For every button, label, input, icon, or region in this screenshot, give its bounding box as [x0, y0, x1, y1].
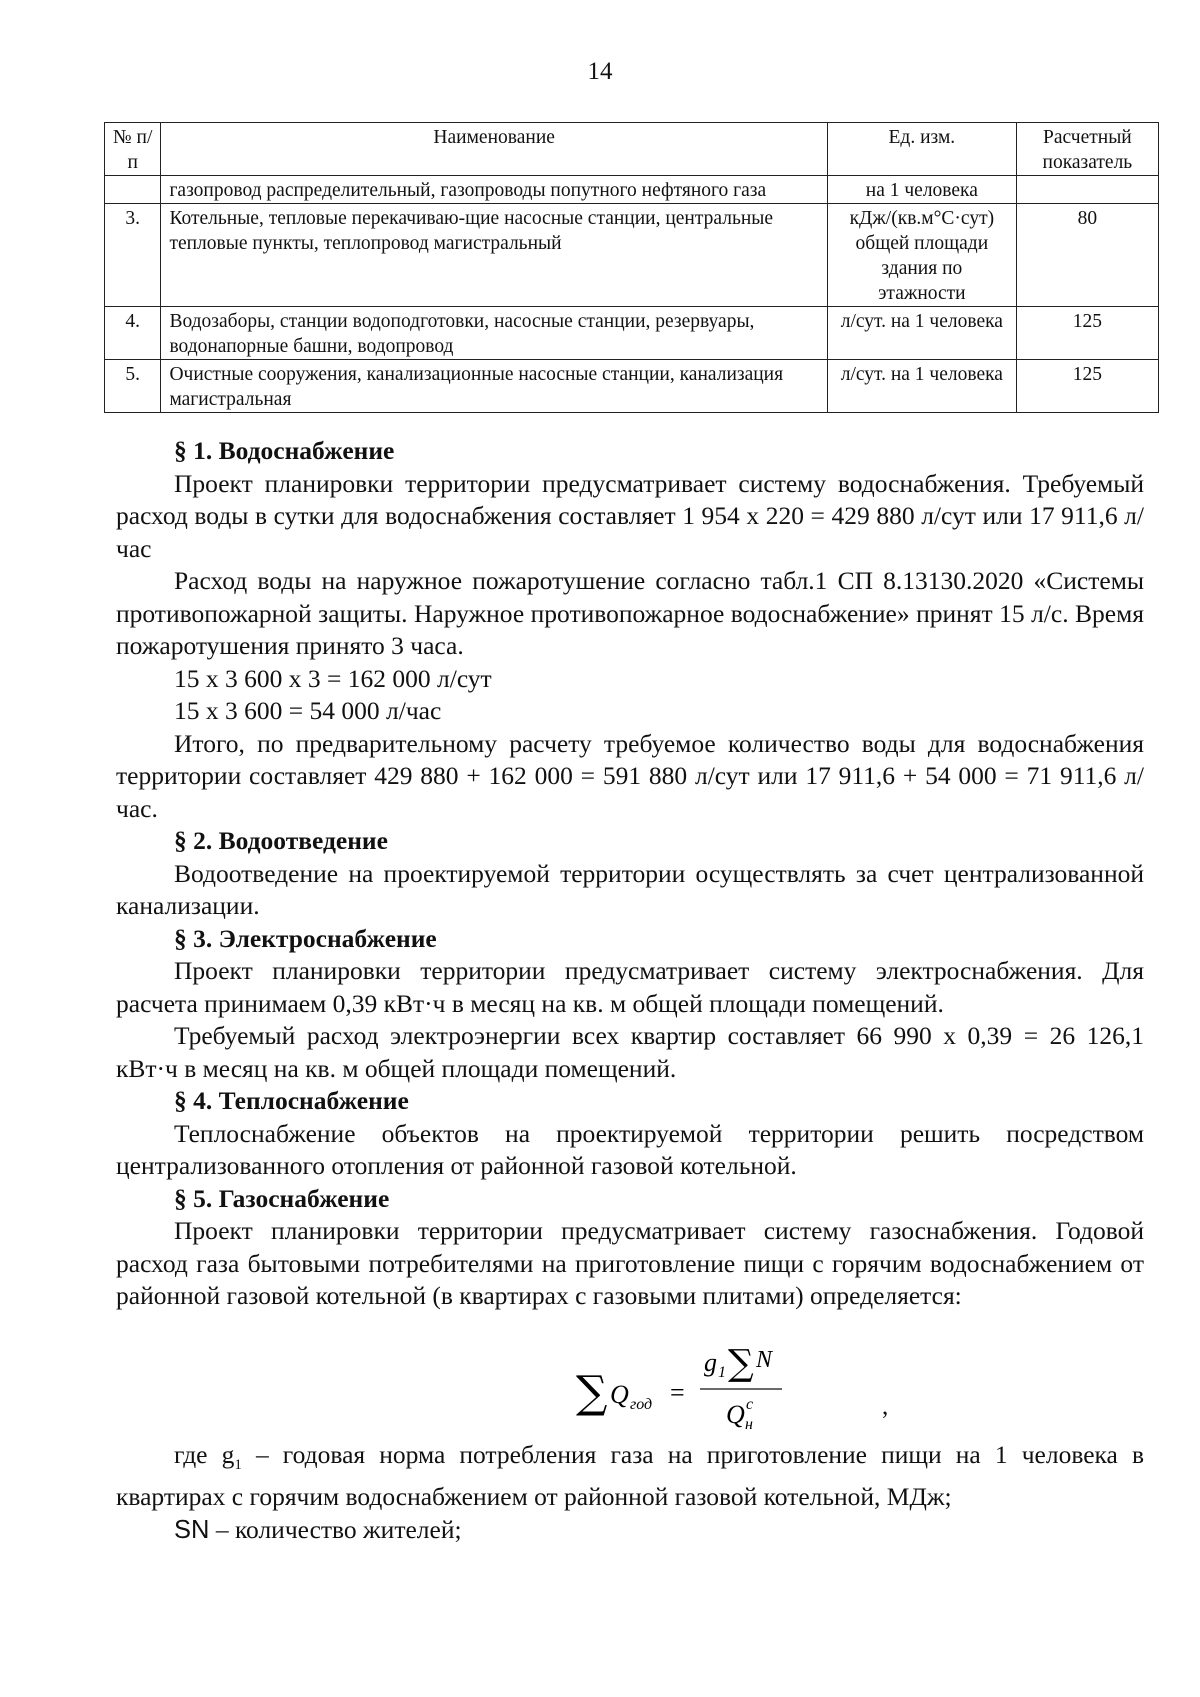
cell-unit: л/сут. на 1 человека [827, 360, 1016, 413]
gas-formula [116, 1341, 1144, 1431]
cell-value: 80 [1016, 204, 1158, 307]
cell-value: 125 [1016, 307, 1158, 360]
section-title-gas-supply: § 5. Газоснабжение [174, 1183, 390, 1213]
paragraph: Требуемый расход электроэнергии всех квартир составляет 66 990 х 0,39 = 26 126,1 кВт·ч в месяц на кв. м общей площади помещений. [116, 1021, 1144, 1083]
formula-den-var: Q [726, 1399, 745, 1429]
formula-den-sub: н [745, 1415, 753, 1431]
paragraph: Проект планировки территории предусматривает систему электроснабжения. Для расчета принимаем 0,39 кВт·ч в месяц на кв. м общей площади помещений. [116, 956, 1144, 1018]
paragraph: Проект планировки территории предусматривает систему газоснабжения. Годовой расход газа бытовыми потребителями на приготовление пищи с горячим водоснабжением от районной газовой котельной (в квартирах с газовыми плитами) определяется: [116, 1216, 1144, 1310]
calc-line: 15 х 3 600 х 3 = 162 000 л/сут [174, 663, 492, 693]
paragraph: Теплоснабжение объектов на проектируемой территории решить посредством централизованного отопления от районной газовой котельной. [116, 1118, 1144, 1180]
cell-name: Котельные, тепловые перекачиваю-щие насосные станции, центральные тепловые пункты, теплопровод магистральный [161, 204, 827, 307]
cell-value [1016, 176, 1158, 204]
calc-line: 15 х 3 600 = 54 000 л/час [174, 696, 442, 725]
sn-text: – количество жителей; [209, 1514, 462, 1544]
formula-num-var: N [756, 1346, 773, 1373]
cell-unit: л/сут. на 1 человека [827, 307, 1016, 360]
paragraph: Итого, по предварительному расчету требуемое количество воды для водоснабжения территории составляет 429 880 + 162 000 = 591 880 л/сут или 17 911,6 + 54 000 = 71 911,6 л/час. [116, 728, 1144, 823]
g1-text: – годовая норма потребления газа на приготовление пищи на 1 человека в квартирах с горячим водоснабжением от районной газовой котельной, МДж; [116, 1439, 1144, 1512]
sn-prefix: SN [174, 1515, 210, 1544]
header-no: № п/п [105, 123, 161, 176]
section-title-power-supply: § 3. Электроснабжение [174, 923, 437, 953]
cell-no: 3. [105, 204, 161, 307]
header-unit: Ед. изм. [827, 123, 1016, 176]
paragraph: Проект планировки территории предусматривает систему водоснабжения. Требуемый расход воды в сутки для водоснабжения составляет 1 954 х 220 = 429 880 л/сут или 17 911,6 л/час [116, 468, 1144, 563]
cell-no: 4. [105, 307, 161, 360]
paragraph: Водоотведение на проектируемой территории осуществлять за счет централизованной канализации. [116, 858, 1144, 920]
formula-den-sup: c [746, 1395, 754, 1413]
table-row [105, 204, 1159, 307]
formula-num-g-sub: 1 [718, 1363, 726, 1381]
section-title-water-supply: § 1. Водоснабжение [174, 436, 395, 465]
paragraph: Расход воды на наружное пожаротушение согласно табл.1 СП 8.13130.2020 «Системы противопожарной защиты. Наружное противопожарное водоснабжение» принят 15 л/с. Время пожаротушения принято 3 часа. [116, 566, 1144, 660]
norms-table [104, 122, 1159, 413]
cell-no [105, 176, 161, 204]
formula-lhs-var: Q [610, 1379, 629, 1409]
document-body [116, 435, 1144, 1546]
table-header-row [105, 123, 1159, 176]
cell-name: Очистные сооружения, канализационные насосные станции, канализация магистральная [161, 360, 827, 413]
cell-name: Водозаборы, станции водоподготовки, насосные станции, резервуары, водонапорные башни, водопровод [161, 307, 827, 360]
formula-num-g: g [704, 1347, 717, 1377]
cell-unit: на 1 человека [827, 176, 1016, 204]
cell-unit: кДж/(кв.м°С·сут) общей площади здания по этажности [827, 204, 1016, 307]
cell-no: 5. [105, 360, 161, 413]
table-row [105, 307, 1159, 360]
g1-prefix: где g [174, 1439, 235, 1469]
section-title-heat-supply: § 4. Теплоснабжение [174, 1086, 409, 1115]
formula-lhs-sub: год [630, 1395, 653, 1413]
definition-g1 [116, 1439, 1144, 1514]
page-number: 14 [587, 58, 613, 85]
cell-name: газопровод распределительный, газопроводы попутного нефтяного газа [161, 176, 827, 204]
table-row [105, 176, 1159, 204]
sum-icon: ∑ [728, 1342, 754, 1384]
header-name: Наименование [161, 123, 827, 176]
sum-icon: ∑ [576, 1366, 608, 1418]
definition-sn [116, 1514, 1144, 1547]
formula-svg [576, 1341, 876, 1431]
cell-value: 125 [1016, 360, 1158, 413]
header-value: Расчетный показатель [1016, 123, 1158, 176]
formula-equals: = [670, 1377, 685, 1407]
section-title-drainage: § 2. Водоотведение [174, 826, 388, 855]
formula-comma: , [882, 1392, 889, 1420]
g1-subscript: 1 [234, 1456, 242, 1473]
table-row [105, 360, 1159, 413]
